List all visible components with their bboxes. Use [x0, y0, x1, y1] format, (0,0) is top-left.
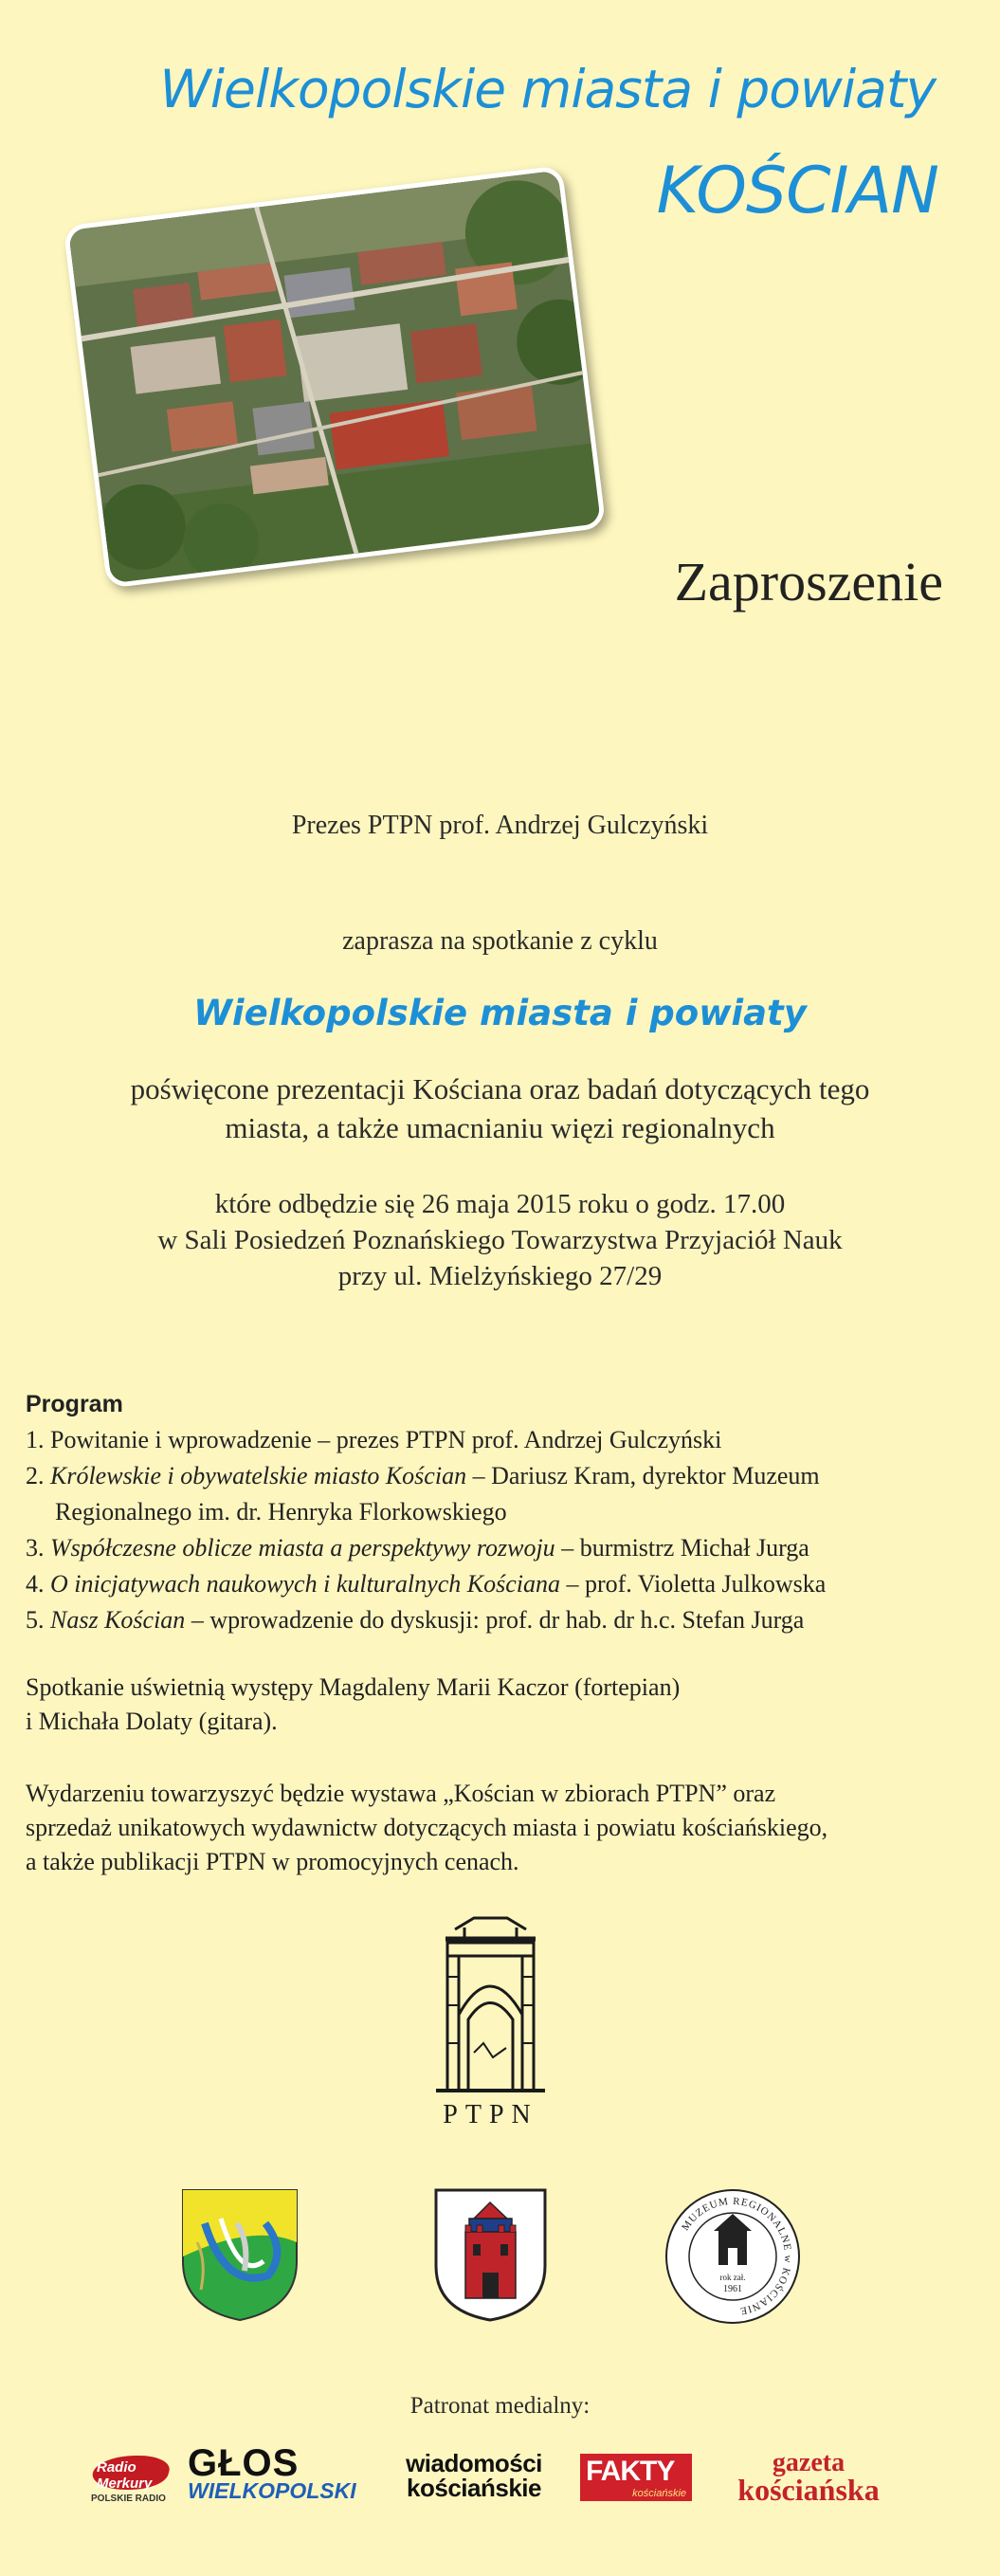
paragraph-line: i Michała Dolaty (gitara).	[26, 1708, 278, 1735]
item-number: 1.	[26, 1426, 45, 1453]
item-title: Królewskie i obywatelskie miasto Kościan	[50, 1462, 467, 1489]
gazeta-koscianska-logo	[709, 2448, 908, 2507]
item-number: 4.	[26, 1570, 45, 1598]
paragraph-line: sprzedaż unikatowych wydawnictw dotyczących miasta i powiatu kościańskiego,	[26, 1814, 828, 1841]
wiadomosci-line2: kościańskie	[407, 2474, 541, 2502]
program-heading: Program	[26, 1391, 123, 1417]
item-number: 2.	[26, 1462, 45, 1489]
wiadomosci-line1: wiadomości	[406, 2449, 542, 2477]
item-title: Nasz Kościan	[50, 1606, 186, 1634]
date-line: które odbędzie się 26 maja 2015 roku o godz. 17.00	[214, 1189, 786, 1219]
radio-name: Radio Merkury	[97, 2459, 153, 2492]
radio-merkury-logo	[87, 2448, 177, 2510]
address-line: przy ul. Mielżyńskiego 27/29	[337, 1261, 663, 1291]
aerial-photo	[64, 165, 607, 589]
dedication-line: poświęcone prezentacji Kościana oraz badań dotyczących tego	[130, 1072, 870, 1105]
museum-founded-label: rok zał.	[719, 2273, 746, 2282]
county-coat-of-arms	[178, 2185, 301, 2328]
program-item	[26, 1566, 983, 1602]
museum-founded-year: 1961	[723, 2284, 742, 2294]
venue-line: w Sali Posiedzeń Poznańskiego Towarzystwa Przyjaciół Nauk	[157, 1225, 843, 1255]
series-title: Wielkopolskie miasta i powiaty	[159, 59, 936, 119]
dedication-line: miasta, a także umacnianiu więzi regionalnych	[225, 1111, 775, 1144]
glos-wielkopolski-logo	[188, 2442, 368, 2503]
dedication-text	[0, 1069, 1000, 1147]
gazeta-line2: kościańska	[737, 2473, 880, 2507]
radio-sub: POLSKIE RADIO	[91, 2494, 166, 2504]
item-text: – prof. Violetta Julkowska	[559, 1570, 827, 1598]
exhibit-paragraph	[26, 1777, 983, 1879]
paragraph-line: Wydarzeniu towarzyszyć będzie wystawa „Kościan w zbiorach PTPN” oraz	[26, 1780, 776, 1807]
item-text: – Dariusz Kram, dyrektor Muzeum	[466, 1462, 820, 1489]
item-text: – wprowadzenie do dyskusji: prof. dr hab. dr h.c. Stefan Jurga	[185, 1606, 805, 1634]
gazeta-line1: gazeta	[772, 2448, 845, 2477]
program-item-continuation	[26, 1494, 983, 1530]
item-number: 3.	[26, 1534, 45, 1562]
date-venue-text	[0, 1186, 1000, 1294]
item-text: Powitanie i wprowadzenie – prezes PTPN prof. Andrzej Gulczyński	[50, 1426, 722, 1453]
ptpn-label: PTPN	[443, 2100, 538, 2129]
fakty-koscianskie-logo	[580, 2454, 692, 2501]
paragraph-line: a także publikacji PTPN w promocyjnych cenach.	[26, 1848, 519, 1875]
music-paragraph	[26, 1671, 983, 1739]
glos-line2: WIELKOPOLSKI	[188, 2478, 356, 2503]
glos-line1: GŁOS	[188, 2442, 300, 2484]
city-title: KOŚCIAN	[656, 154, 938, 228]
invitation-heading: Zaproszenie	[674, 551, 943, 612]
paragraph-line: Spotkanie uświetnią występy Magdaleny Marii Kaczor (fortepian)	[26, 1673, 681, 1701]
program-section	[26, 1386, 983, 1638]
museum-ring-text: MUZEUM REGIONALNE w KOŚCIANIE	[680, 2195, 794, 2317]
program-item	[26, 1458, 983, 1494]
museum-seal	[662, 2185, 804, 2332]
program-item	[26, 1602, 983, 1638]
wiadomosci-koscianskie-logo	[384, 2451, 564, 2500]
item-text: – burmistrz Michał Jurga	[555, 1534, 809, 1562]
presenter-line: Prezes PTPN prof. Andrzej Gulczyński	[291, 811, 709, 840]
item-number: 5.	[26, 1606, 45, 1634]
town-coat-of-arms	[431, 2185, 550, 2328]
cycle-name: Wielkopolskie miasta i powiaty	[193, 993, 807, 1033]
invites-line: zaprasza na spotkanie z cyklu	[342, 926, 658, 956]
item-title: O inicjatywach naukowych i kulturalnych Kościana	[50, 1570, 560, 1598]
fakty-line1: FAKTY	[586, 2456, 675, 2487]
program-item	[26, 1422, 983, 1458]
program-item	[26, 1530, 983, 1566]
item-text: Regionalnego im. dr. Henryka Florkowskiego	[55, 1498, 507, 1526]
media-patronage-label: Patronat medialny:	[409, 2393, 591, 2419]
item-title: Współczesne oblicze miasta a perspektywy rozwoju	[50, 1534, 555, 1562]
fakty-line2: kościańskie	[632, 2488, 686, 2499]
